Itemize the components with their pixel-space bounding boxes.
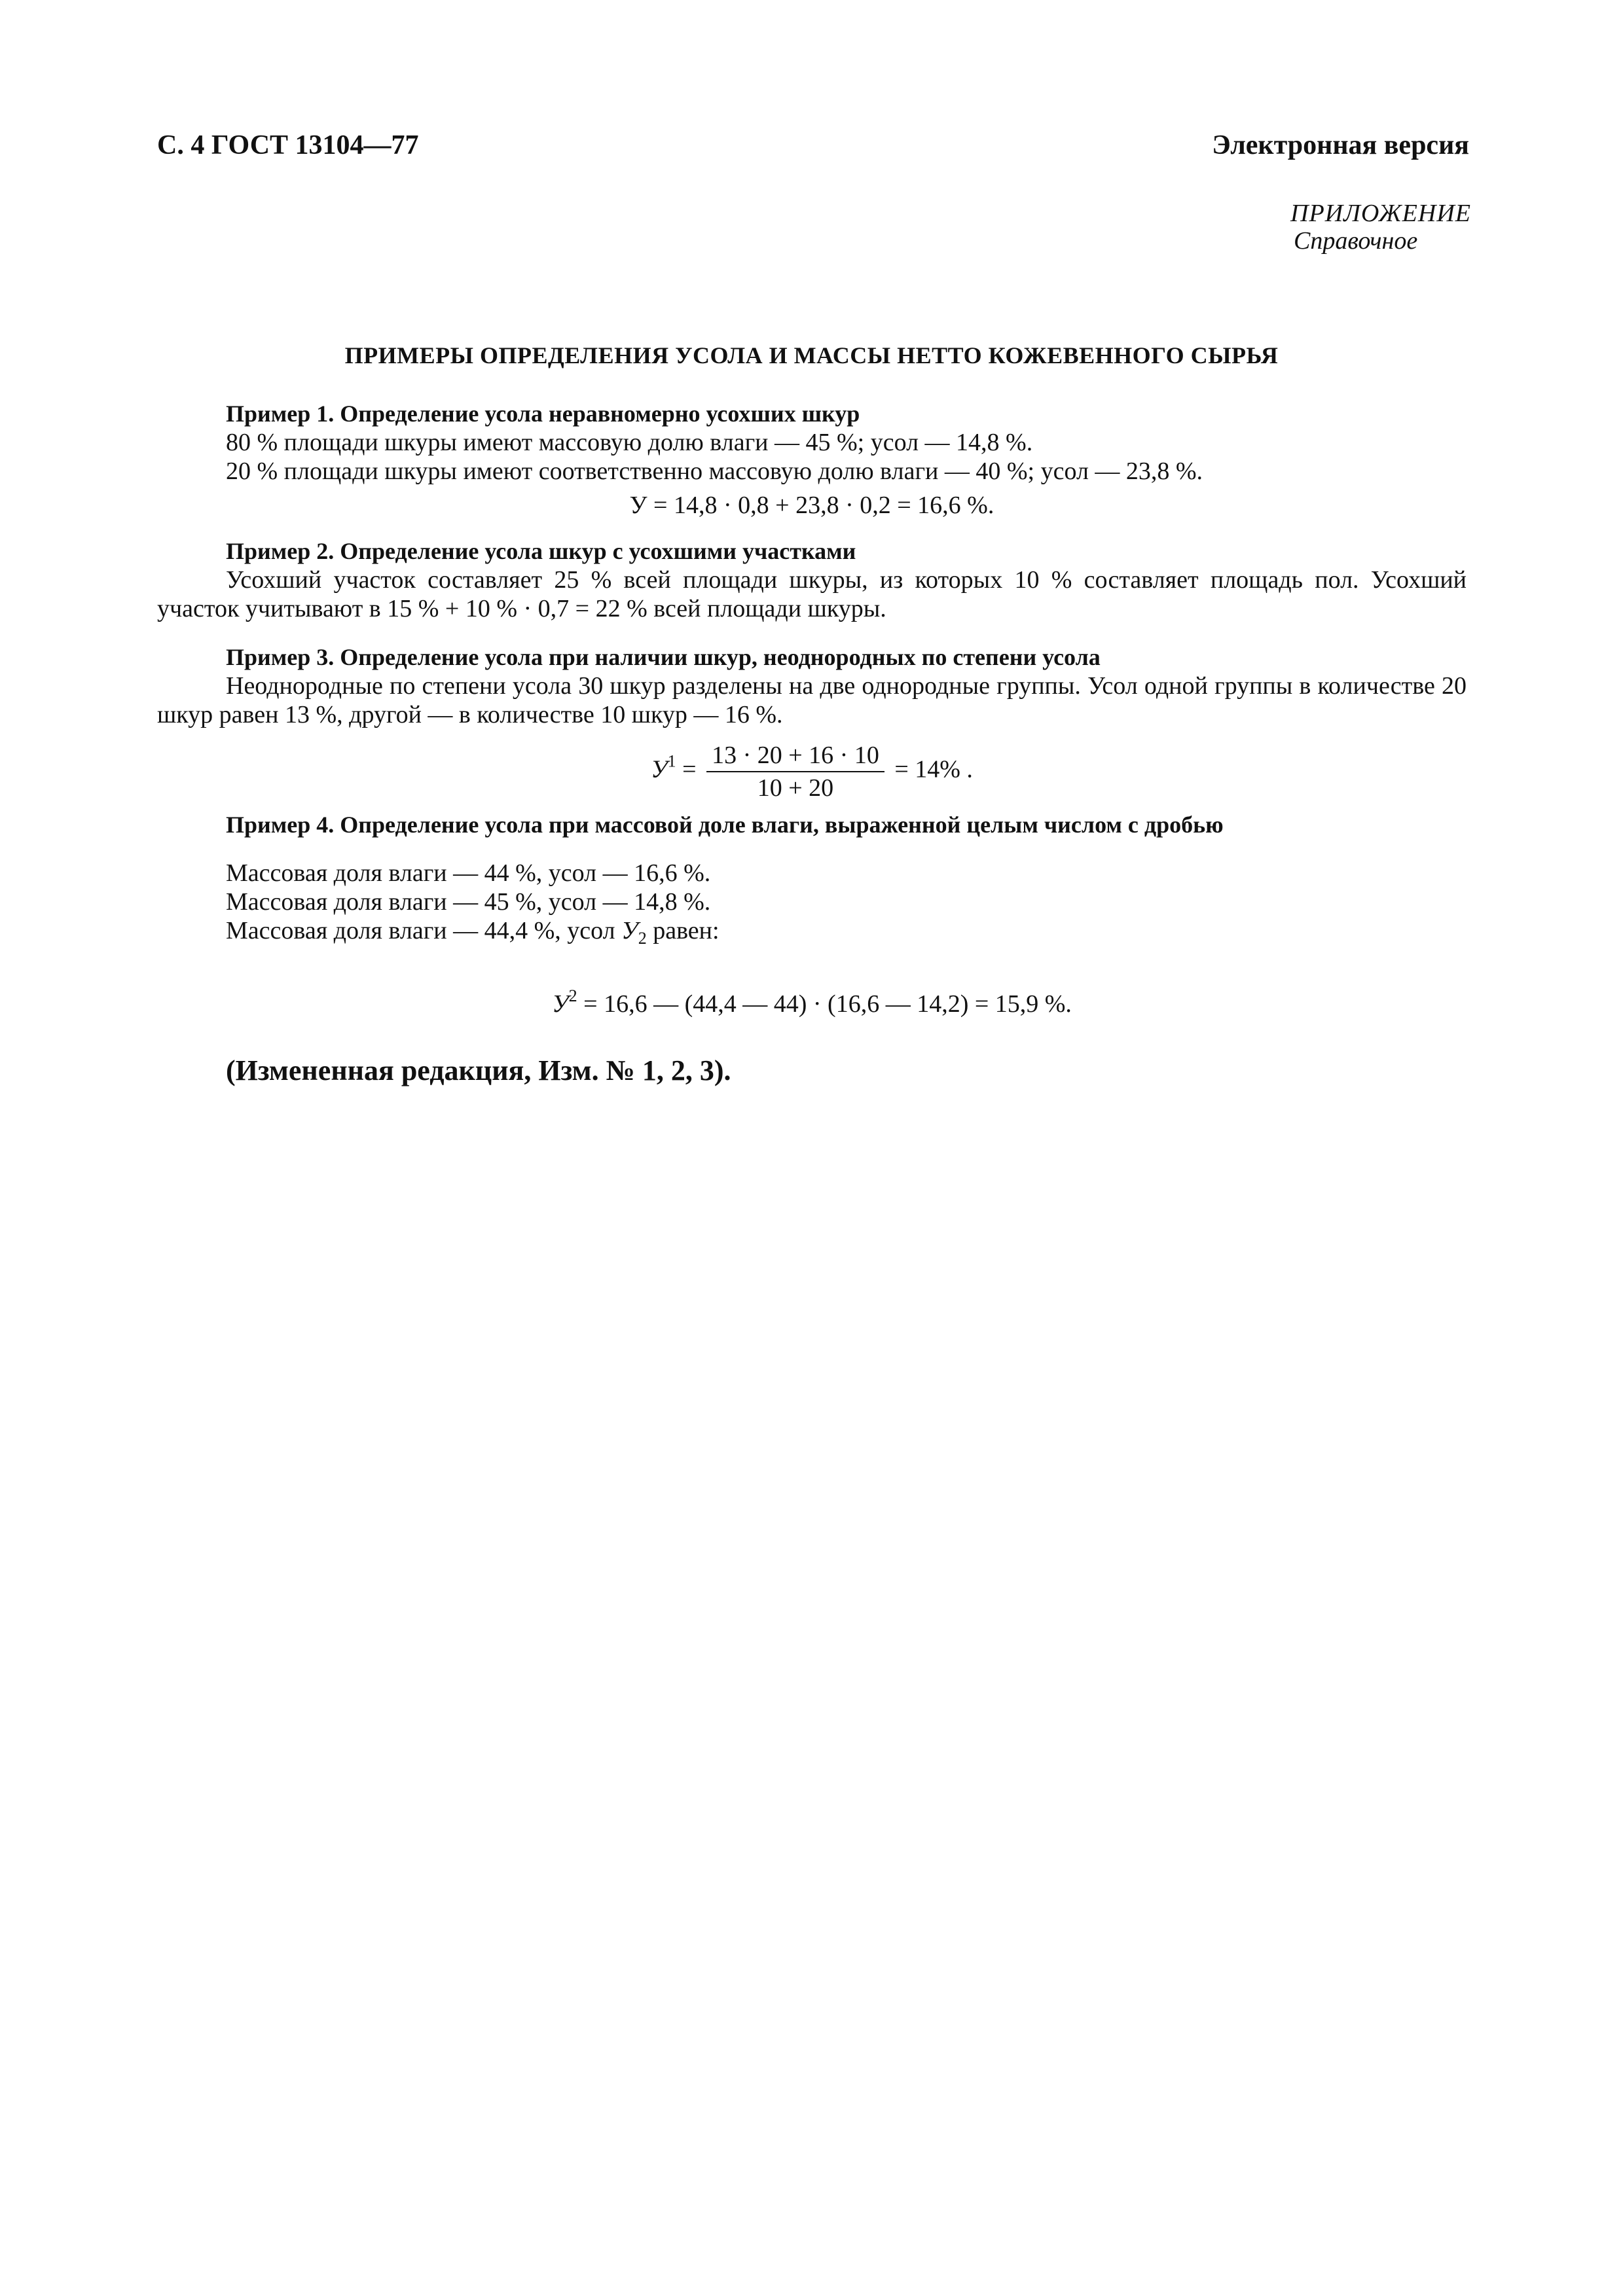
annex-label: ПРИЛОЖЕНИЕ xyxy=(1290,200,1471,227)
formula-fraction xyxy=(706,741,884,802)
example-1 xyxy=(157,399,1467,520)
formula-superscript: 2 xyxy=(568,986,577,1005)
formula-variable: У xyxy=(552,990,569,1018)
example-4-line-2: Массовая доля влаги — 45 %, усол — 14,8 %. xyxy=(226,888,711,916)
example-3-formula xyxy=(157,741,1467,802)
example-4-line-3-subscript: 2 xyxy=(638,929,647,948)
example-4-line-3 xyxy=(157,916,1467,953)
example-4 xyxy=(157,810,1467,1018)
example-2-text: Усохший участок составляет 25 % всей площади шкуры, из которых 10 % составляет площадь пол. Усохший участок учитывают в 15 % + 10 % · 0,7 = 22 % всей площади шкуры. xyxy=(157,566,1467,622)
formula-equals: = xyxy=(682,755,697,783)
example-4-line-3-prefix: Массовая доля влаги — 44,4 %, усол xyxy=(226,917,615,944)
example-2 xyxy=(157,537,1467,623)
example-1-title: Пример 1. Определение усола неравномерно усохших шкур xyxy=(226,401,860,427)
fraction-numerator: 13 · 20 + 16 · 10 xyxy=(706,741,884,772)
annex-label-block xyxy=(1290,200,1471,255)
formula-superscript: 1 xyxy=(667,751,676,771)
formula-result: = 14% . xyxy=(894,755,973,783)
appendix-title: ПРИМЕРЫ ОПРЕДЕЛЕНИЯ УСОЛА И МАССЫ НЕТТО КОЖЕВЕННОГО СЫРЬЯ xyxy=(344,342,1279,368)
example-1-line-2: 20 % площади шкуры имеют соответственно массовую долю влаги — 40 %; усол — 23,8 %. xyxy=(226,457,1203,485)
page-header-version: Электронная версия xyxy=(1212,130,1469,160)
example-4-line-1: Массовая доля влаги — 44 %, усол — 16,6 %. xyxy=(226,859,711,887)
example-1-line-1: 80 % площади шкуры имеют массовую долю влаги — 45 %; усол — 14,8 %. xyxy=(226,429,1033,456)
formula-rhs: = 16,6 — (44,4 — 44) · (16,6 — 14,2) = 15,9 %. xyxy=(583,990,1072,1018)
example-1-formula: У = 14,8 · 0,8 + 23,8 · 0,2 = 16,6 %. xyxy=(629,492,994,519)
example-3-title: Пример 3. Определение усола при наличии шкур, неоднородных по степени усола xyxy=(226,644,1101,670)
example-4-title: Пример 4. Определение усола при массовой доле влаги, выраженной целым числом с дробью xyxy=(226,812,1224,838)
example-4-line-3-suffix: равен: xyxy=(653,917,720,944)
example-3 xyxy=(157,643,1467,802)
example-2-title: Пример 2. Определение усола шкур с усохшими участками xyxy=(226,538,856,564)
example-4-formula xyxy=(157,982,1467,1018)
fraction-denominator: 10 + 20 xyxy=(757,774,834,802)
annex-type: Справочное xyxy=(1294,227,1418,255)
formula-variable: У xyxy=(651,755,668,783)
page-header-doc-number: С. 4 ГОСТ 13104—77 xyxy=(157,130,419,160)
example-4-line-3-variable: У xyxy=(621,917,638,944)
revision-note: (Измененная редакция, Изм. № 1, 2, 3). xyxy=(226,1054,731,1086)
example-3-text: Неоднородные по степени усола 30 шкур разделены на две однородные группы. Усол одной группы в количестве 20 шкур равен 13 %, другой — в количестве 10 шкур — 16 %. xyxy=(157,672,1467,728)
